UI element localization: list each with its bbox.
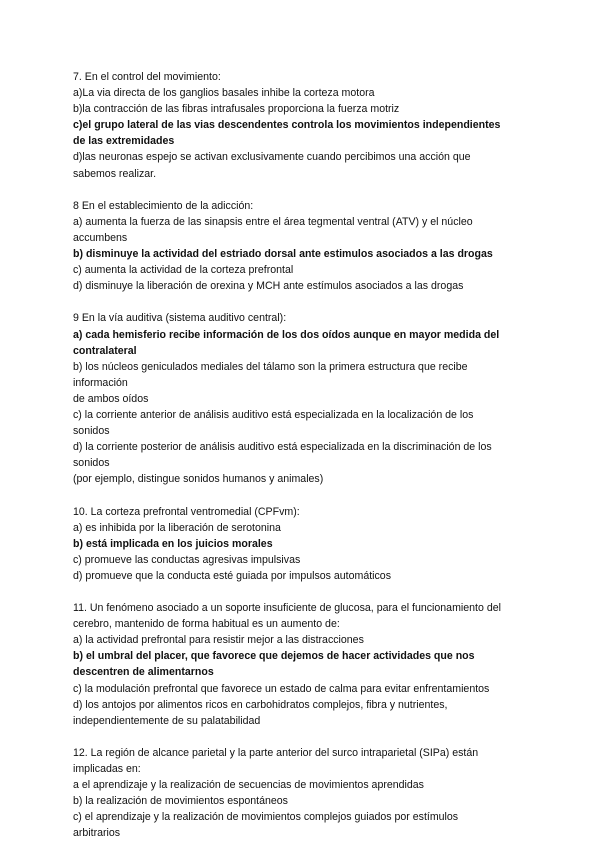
correct-answer-line: descentren de alimentarnos (73, 666, 214, 679)
correct-answer-line: contralateral (73, 344, 137, 357)
correct-answer-line: b) disminuye la actividad del estriado dorsal ante estimulos asociados a las drogas (73, 248, 493, 261)
answer-line: cerebro, mantenido de forma habitual es un aumento de: (73, 618, 340, 631)
answer-line: d)las neuronas espejo se activan exclusivamente cuando percibimos una acción que (73, 151, 471, 164)
question-text: 11. Un fenómeno asociado a un soporte insuficiente de glucosa, para el funcionamiento del (73, 602, 501, 615)
question-text: 7. En el control del movimiento: (73, 71, 221, 83)
answer-line: a el aprendizaje y la realización de secuencias de movimientos aprendidas (73, 779, 424, 792)
answer-line: d) los antojos por alimentos ricos en carbohidratos complejos, fibra y nutrientes, (73, 698, 448, 711)
answer-line: c) el aprendizaje y la realización de movimientos complejos guiados por estímulos (73, 811, 459, 824)
answer-line: c) aumenta la actividad de la corteza prefrontal (73, 264, 294, 277)
question-text: 10. La corteza prefrontal ventromedial (CPFvm): (73, 505, 300, 518)
answer-line: accumbens (73, 231, 128, 244)
answer-line: b) los núcleos geniculados mediales del tálamo son la primera estructura que recibe (73, 360, 468, 373)
correct-answer-line: b) el umbral del placer, que favorece que dejemos de hacer actividades que nos (73, 650, 475, 663)
answer-line: sonidos (73, 457, 110, 470)
question-block (73, 310, 553, 487)
correct-answer-line: b) está implicada en los juicios morales (73, 537, 273, 550)
answer-line: a) aumenta la fuerza de las sinapsis entre el área tegmental ventral (ATV) y el núcleo (73, 215, 473, 228)
question-block (73, 504, 553, 584)
answer-line: c) promueve las conductas agresivas impulsivas (73, 553, 301, 566)
answer-line: sonidos (73, 425, 110, 438)
question-block (73, 69, 553, 182)
answer-line: de ambos oídos (73, 392, 149, 405)
answer-line: b)la contracción de las fibras intrafusales proporciona la fuerza motriz (73, 103, 400, 116)
question-text: 9 En la vía auditiva (sistema auditivo central): (73, 312, 287, 325)
answer-line: a)La via directa de los ganglios basales inhibe la corteza motora (73, 87, 375, 100)
question-text: 8 En el establecimiento de la adicción: (73, 199, 254, 212)
answer-line: d) disminuye la liberación de orexina y MCH ante estímulos asociados a las drogas (73, 280, 464, 293)
correct-answer-line: de las extremidades (73, 135, 175, 148)
answer-line: a) la actividad prefrontal para resistir mejor a las distracciones (73, 634, 364, 647)
answer-line: c) la modulación prefrontal que favorece un estado de calma para evitar enfrentamientos (73, 682, 490, 695)
answer-line: c) la corriente anterior de análisis auditivo está especializada en la localización de los (73, 408, 474, 421)
question-block (73, 745, 553, 842)
answer-line: d) la corriente posterior de análisis auditivo está especializada en la discriminación de los (73, 441, 492, 454)
answer-line: a) es inhibida por la liberación de serotonina (73, 521, 281, 534)
answer-line: independientemente de su palatabilidad (73, 714, 261, 727)
correct-answer-line: a) cada hemisferio recibe información de los dos oídos aunque en mayor medida del (73, 328, 500, 341)
answer-line: (por ejemplo, distingue sonidos humanos y animales) (73, 473, 324, 486)
question-block (73, 600, 553, 729)
answer-line: información (73, 376, 128, 389)
correct-answer-line: c)el grupo lateral de las vias descendentes controla los movimientos independientes (73, 119, 501, 132)
answer-line: d) promueve que la conducta esté guiada por impulsos automáticos (73, 569, 391, 582)
answer-line: arbitrarios (73, 827, 121, 840)
answer-line: implicadas en: (73, 763, 141, 776)
question-text: 12. La región de alcance parietal y la parte anterior del surco intraparietal (SIPa) están (73, 746, 479, 759)
question-block (73, 198, 553, 295)
document-page (73, 69, 553, 858)
answer-line: sabemos realizar. (73, 167, 157, 180)
answer-line: b) la realización de movimientos espontáneos (73, 795, 288, 808)
